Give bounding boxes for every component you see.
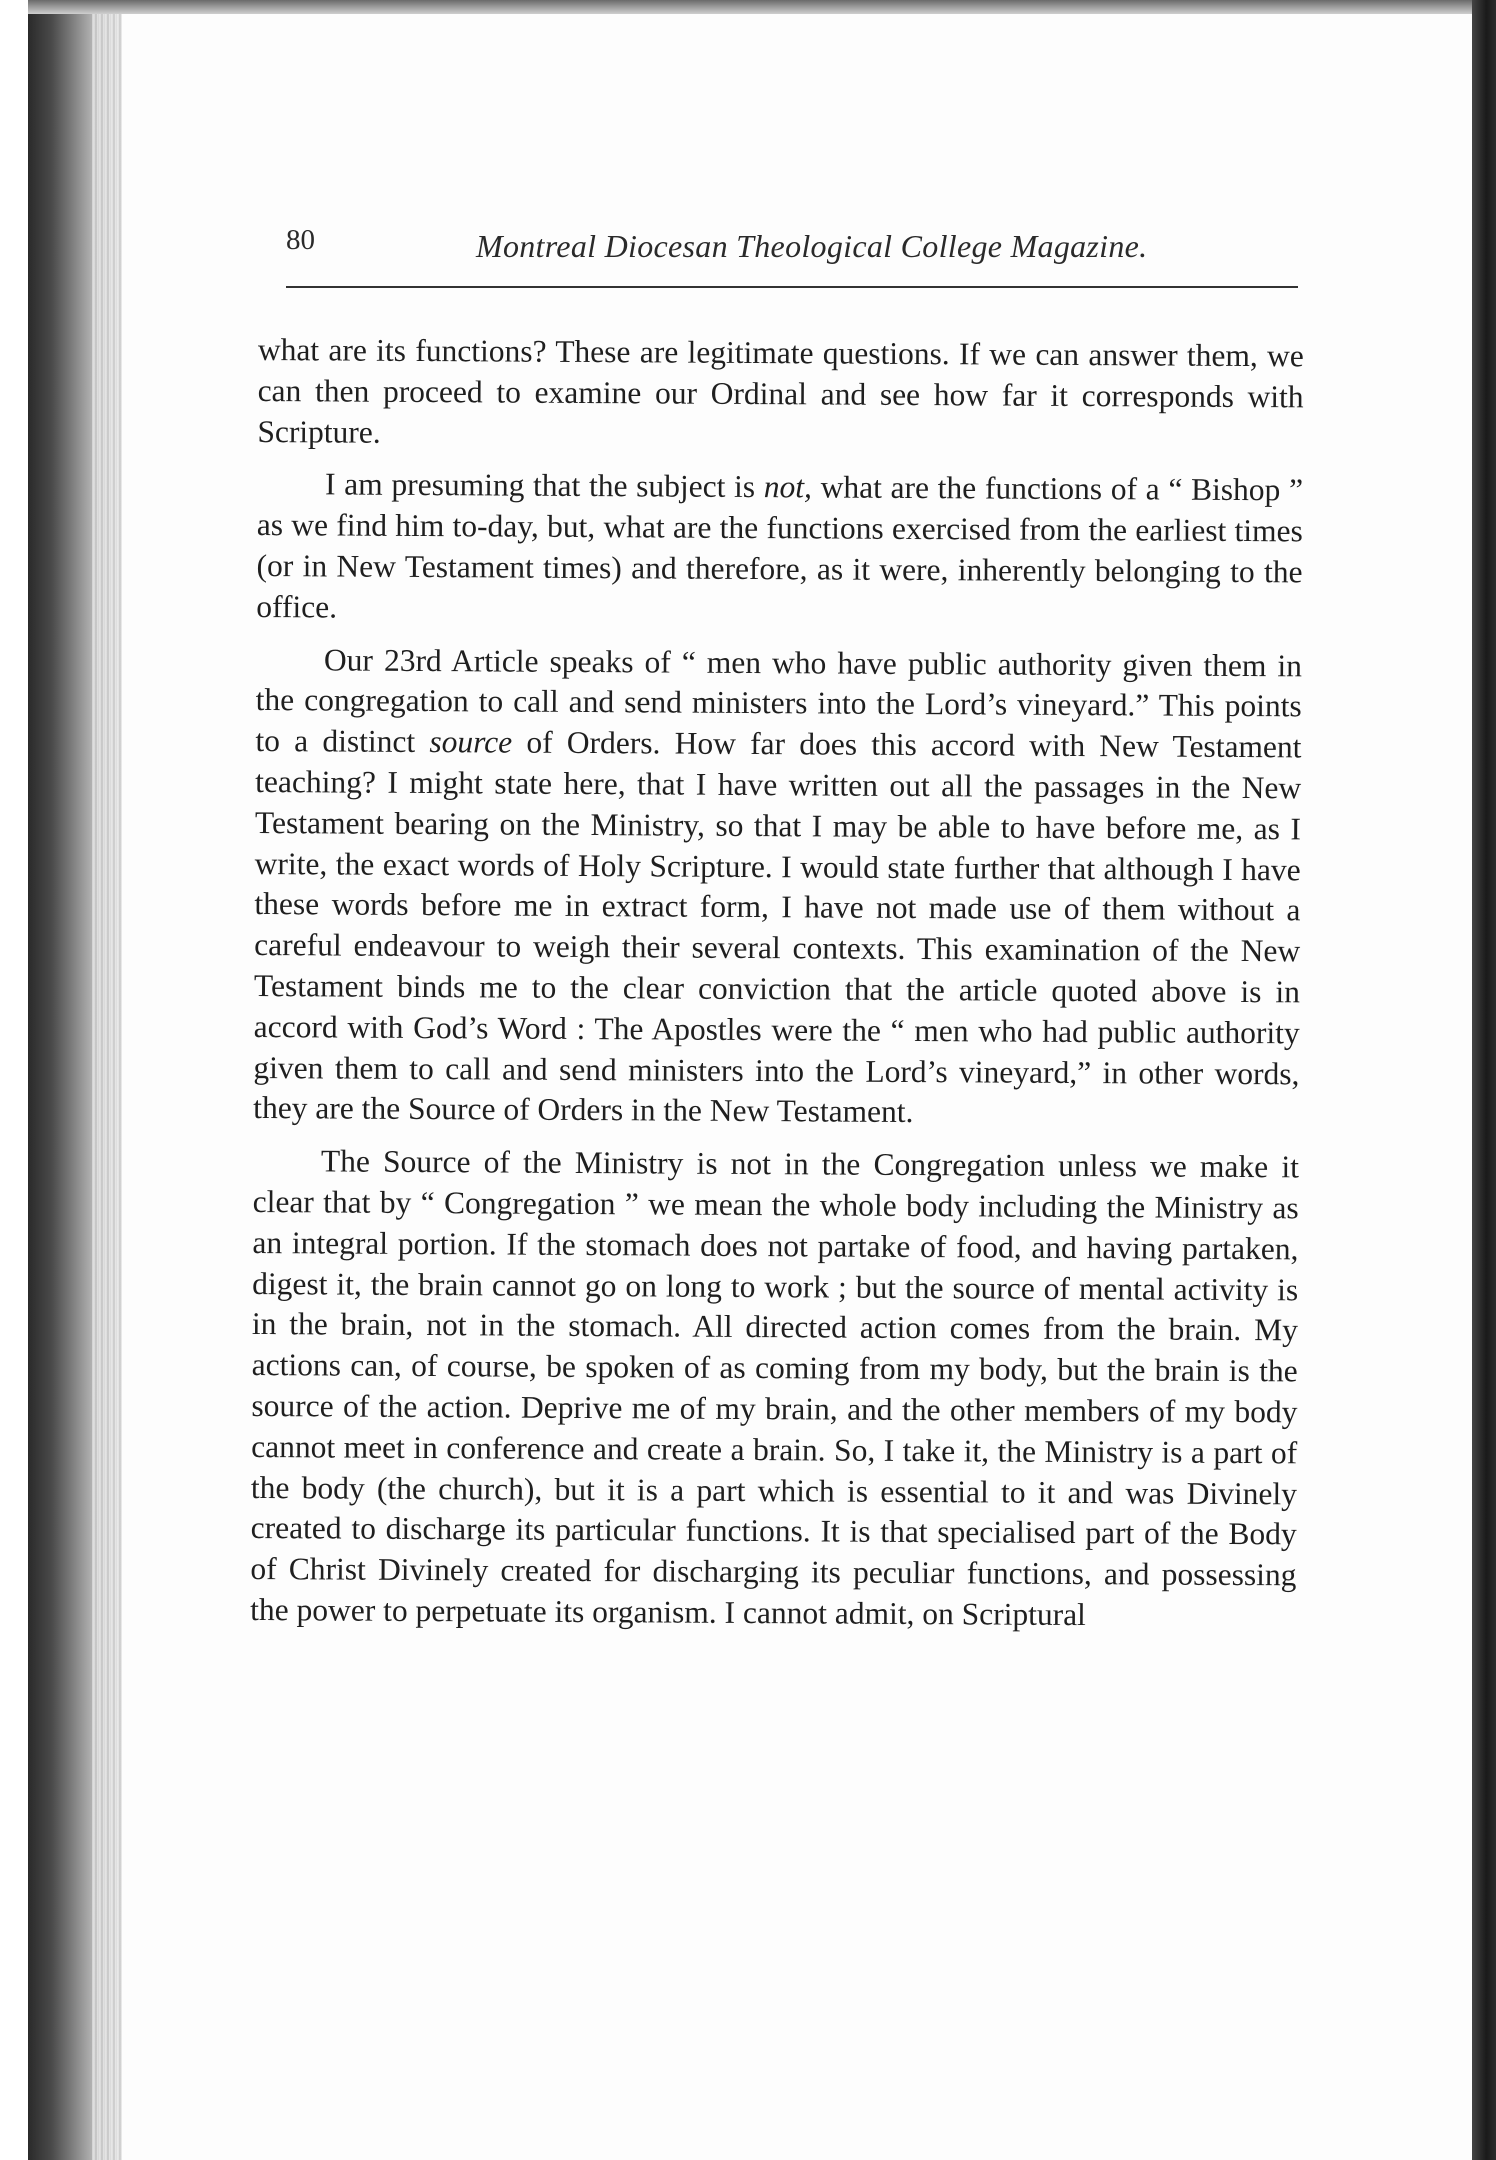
paragraph-2-part-2: what are the functions of a “ Bishop ” as we find him to-day, but, what are the functions exercised from the earliest times (or in New Testament times) and therefore, as it were, inherently belonging to the office. xyxy=(256,469,1304,625)
paragraph-3-part-2: of Orders. How far does this accord with New Testament teaching? I might state here, that I have written out all the passages in the New Testament bearing on the Ministry, so that I may be able to have before me, as I write, the exact words of Holy Scripture. I would state further that although I have these words before me in extract form, I have not made use of them without a careful endeavour to weigh their several contexts. This examination of the New Testament binds me to the clear conviction that the article quoted above is in accord with God’s Word : The Apostles were the “ men who had public authority given them to call and send ministers into the Lord’s vineyard,” in other words, they are the Source of Orders in the New Testament. xyxy=(253,724,1302,1130)
paragraph-2 xyxy=(256,464,1303,634)
top-edge-shadow xyxy=(28,0,1472,14)
right-edge-shadow xyxy=(1472,0,1496,2160)
paragraph-2-part-1: I am presuming that the subject is xyxy=(324,466,764,505)
paragraph-4: The Source of the Ministry is not in the Congregation unless we make it clear that by “ Congregation ” we mean the whole body including the Ministry as an integral portion. If the stomach does not partake of food, and having partaken, digest it, the brain cannot go on long to work ; but the source of mental activity is in the brain, not in the stomach. All directed action comes from the brain. My actions can, of course, be spoken of as coming from my body, but the brain is the source of the action. Deprive me of my brain, and the other members of my body cannot meet in conference and create a brain. So, I take it, the Ministry is a part of the body (the church), but it is a part which is essential to it and was Divinely created to discharge its particular functions. It is that specialised part of the Body of Christ Divinely created for discharging its peculiar functions, and possessing the power to perpetuate its organism. I cannot admit, on Scriptural xyxy=(250,1143,1300,1632)
page-number: 80 xyxy=(286,224,315,256)
paragraph-2-emphasis: not, xyxy=(763,469,813,505)
paragraph-1: what are its functions? These are legitimate questions. If we can answer them, we can then proceed to examine our Ordinal and see how far it corresponds with Scripture. xyxy=(257,331,1304,450)
paragraph-3-emphasis: source xyxy=(429,724,513,760)
paragraph-3 xyxy=(253,640,1302,1136)
paragraph-3-part-1: Our 23rd Article speaks of “ men who have public authority given them in the congregation to call and send ministers into the Lord’s vineyard.” This points to a distinct xyxy=(255,641,1303,760)
running-title: Montreal Diocesan Theological College Magazine. xyxy=(476,228,1148,264)
left-margin xyxy=(0,0,30,2160)
header-rule xyxy=(286,286,1298,288)
body-text xyxy=(250,330,1304,1649)
page-header xyxy=(286,218,1298,278)
